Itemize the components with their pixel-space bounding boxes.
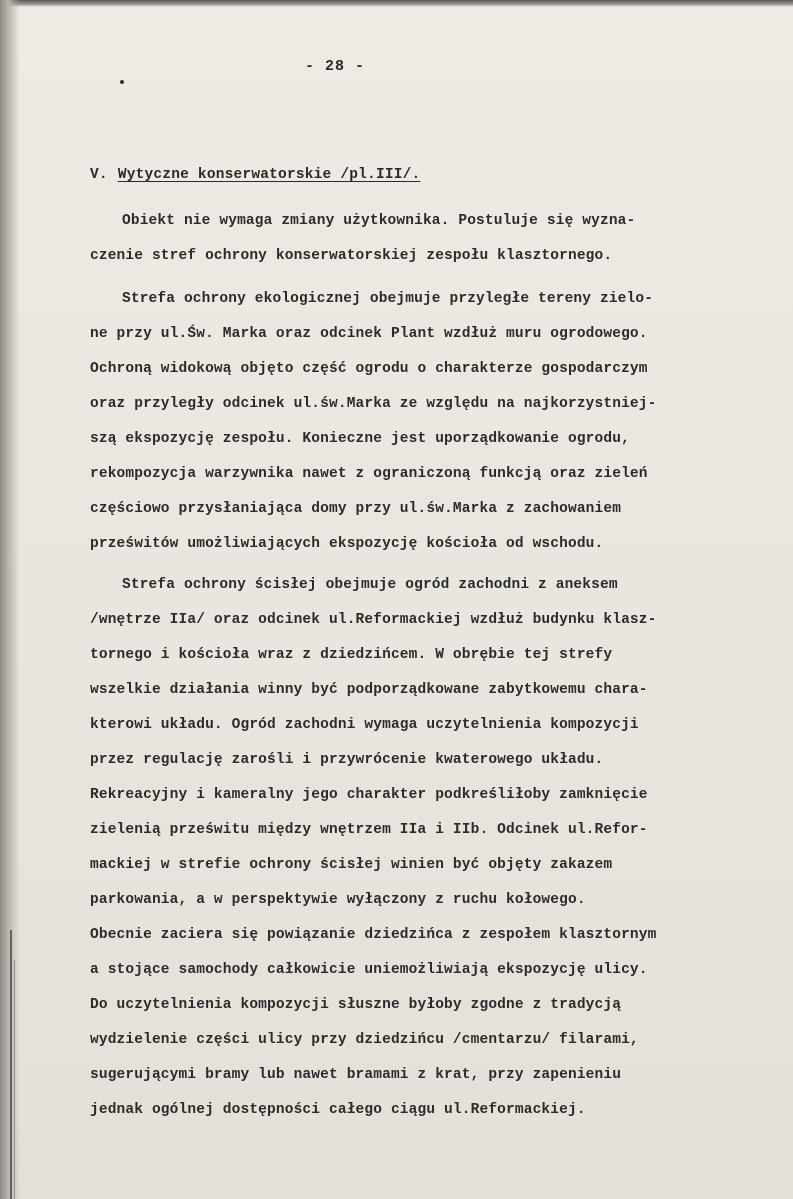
section-title: Wytyczne konserwatorskie /pl.III/. bbox=[117, 167, 421, 183]
text-line: rekompozycja warzywnika nawet z ograniczoną funkcją oraz zieleń bbox=[90, 466, 648, 482]
text-line: /wnętrze IIa/ oraz odcinek ul.Reformackiej wzdłuż budynku klasz- bbox=[90, 612, 657, 628]
section-number: V. bbox=[90, 167, 108, 183]
text-line: ne przy ul.Św. Marka oraz odcinek Plant wzdłuż muru ogrodowego. bbox=[90, 326, 648, 342]
text-line: Do uczytelnienia kompozycji słuszne byłoby zgodne z tradycją bbox=[90, 997, 622, 1013]
text-line: Strefa ochrony ekologicznej obejmuje przyległe tereny zielo- bbox=[122, 291, 654, 307]
text-line: parkowania, a w perspektywie wyłączony z ruchu kołowego. bbox=[90, 892, 586, 908]
section-heading bbox=[90, 167, 420, 183]
text-line: sugerującymi bramy lub nawet bramami z krat, przy zapenieniu bbox=[90, 1067, 622, 1083]
text-line: szą ekspozycję zespołu. Konieczne jest uporządkowanie ogrodu, bbox=[90, 431, 630, 447]
text-line: prześwitów umożliwiających ekspozycję kościoła od wschodu. bbox=[90, 536, 604, 552]
text-line: Strefa ochrony ścisłej obejmuje ogród zachodni z aneksem bbox=[122, 577, 618, 593]
page-number: - 28 - bbox=[304, 58, 365, 75]
text-line: jednak ogólnej dostępności całego ciągu ul.Reformackiej. bbox=[90, 1102, 586, 1118]
text-line: czenie stref ochrony konserwatorskiej zespołu klasztornego. bbox=[90, 248, 613, 264]
text-line: Obiekt nie wymaga zmiany użytkownika. Postuluje się wyzna- bbox=[122, 213, 636, 229]
text-line: kterowi układu. Ogród zachodni wymaga uczytelnienia kompozycji bbox=[90, 717, 639, 733]
text-line: a stojące samochody całkowicie uniemożliwiają ekspozycję ulicy. bbox=[90, 962, 648, 978]
text-line: wszelkie działania winny być podporządkowane zabytkowemu chara- bbox=[90, 682, 648, 698]
scan-top-edge bbox=[0, 0, 793, 7]
text-line: Obecnie zaciera się powiązanie dziedzińca z zespołem klasztornym bbox=[90, 927, 657, 943]
stray-dot-mark bbox=[120, 80, 124, 84]
text-line: oraz przyległy odcinek ul.św.Marka ze względu na najkorzystniej- bbox=[90, 396, 657, 412]
text-line: mackiej w strefie ochrony ścisłej winien być objęty zakazem bbox=[90, 857, 613, 873]
text-line: częściowo przysłaniająca domy przy ul.św.Marka z zachowaniem bbox=[90, 501, 622, 517]
scan-left-line bbox=[10, 930, 12, 1199]
text-line: Rekreacyjny i kameralny jego charakter podkreśliłoby zamknięcie bbox=[90, 787, 648, 803]
text-line: przez regulację zarośli i przywrócenie kwaterowego układu. bbox=[90, 752, 604, 768]
text-line: zielenią prześwitu między wnętrzem IIa i IIb. Odcinek ul.Refor- bbox=[90, 822, 648, 838]
text-line: wydzielenie części ulicy przy dziedzińcu /cmentarzu/ filarami, bbox=[90, 1032, 639, 1048]
scan-left-line-secondary bbox=[14, 960, 15, 1199]
text-line: tornego i kościoła wraz z dziedzińcem. W obrębie tej strefy bbox=[90, 647, 613, 663]
text-line: Ochroną widokową objęto część ogrodu o charakterze gospodarczym bbox=[90, 361, 648, 377]
